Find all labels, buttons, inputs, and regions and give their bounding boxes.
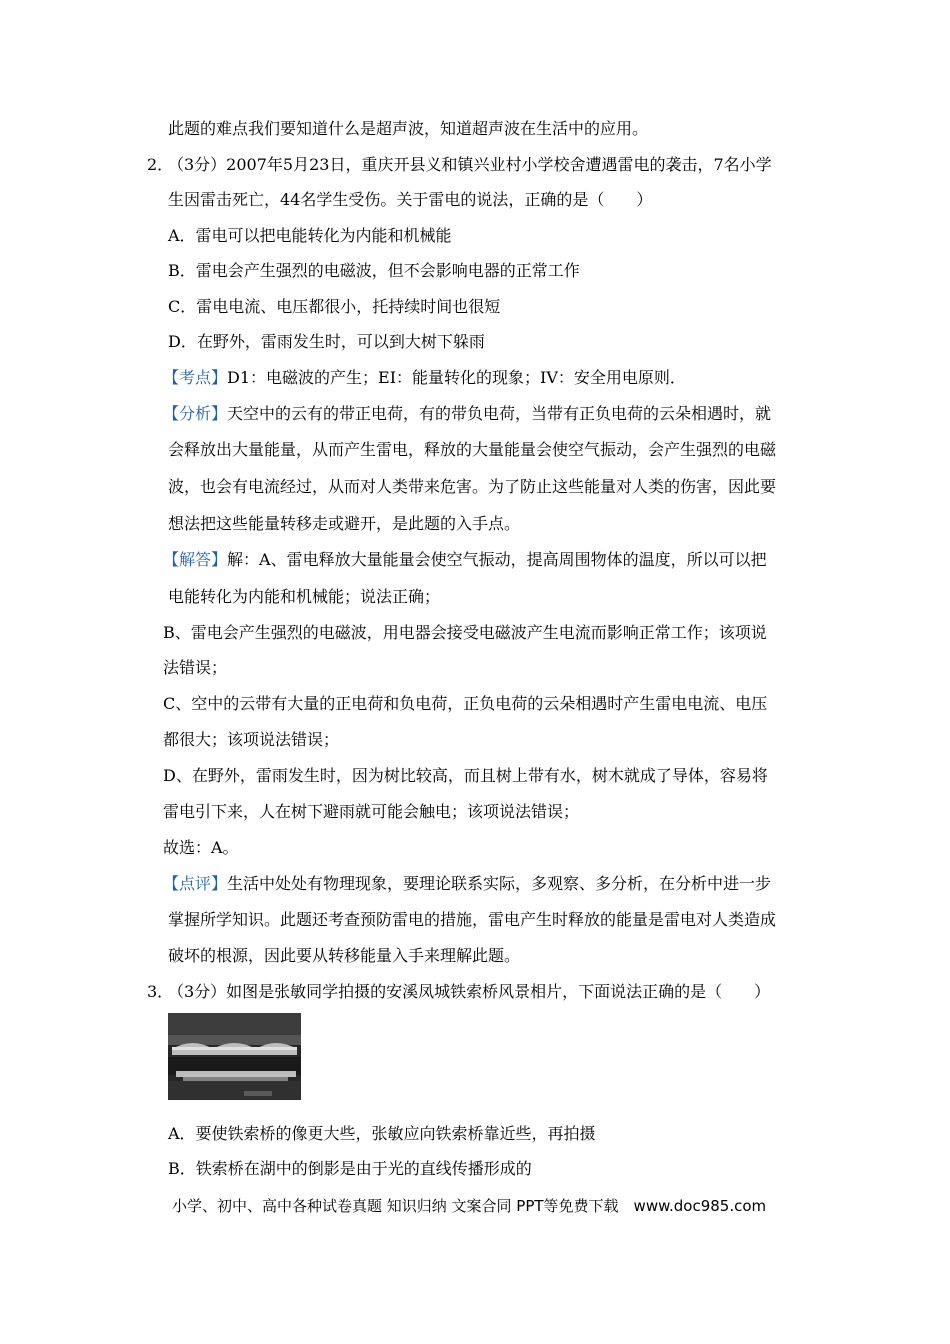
- page-footer: 小学、初中、高中各种试卷真题 知识归纳 文案合同 PPT等免费下载 www.doc985.com: [172, 1197, 767, 1215]
- solution-line-6: 都很大；该项说法错误；: [163, 730, 340, 749]
- solution-line-3: B、雷电会产生强烈的电磁波，用电器会接受电磁波产生电流而影响正常工作；该项说: [163, 623, 767, 642]
- question-3-stem: （3分）如图是张敏同学拍摄的安溪凤城铁索桥风景相片，下面说法正确的是（ ）: [168, 982, 771, 1001]
- solution-line-7: D、在野外，雷雨发生时，因为树比较高，而且树上带有水，树木就成了导体，容易将: [163, 766, 768, 785]
- bridge-photo-illustration: [168, 1013, 301, 1100]
- comment-line-3: 破坏的根源，因此要从转移能量入手来理解此题。: [168, 946, 521, 965]
- question-2-option-a: A．雷电可以把电能转化为内能和机械能: [168, 226, 452, 245]
- solution-line-4: 法错误；: [163, 658, 228, 677]
- question-3-option-b: B．铁索桥在湖中的倒影是由于光的直线传播形成的: [168, 1159, 532, 1178]
- analysis-text-1: 天空中的云有的带正电荷，有的带负电荷，当带有正负电荷的云朵相遇时，就: [227, 404, 772, 423]
- solution-line-2: 电能转化为内能和机械能；说法正确；: [168, 587, 441, 606]
- question-2-option-b: B．雷电会产生强烈的电磁波，但不会影响电器的正常工作: [168, 261, 580, 280]
- solution-line-9: 故选：A。: [163, 838, 239, 857]
- analysis-line-4: 想法把这些能量转移走或避开，是此题的入手点。: [168, 514, 521, 533]
- knowledge-point-tag: 【考点】: [163, 368, 228, 387]
- question-3-option-a: A．要使铁索桥的像更大些，张敏应向铁索桥靠近些，再拍摄: [168, 1124, 596, 1143]
- analysis-line-2: 会释放出大量能量，从而产生雷电，释放的大量能量会使空气振动，会产生强烈的电磁: [168, 440, 777, 459]
- comment-text-1: 生活中处处有物理现象，要理论联系实际，多观察、多分析，在分析中进一步: [227, 874, 772, 893]
- solution-tag: 【解答】: [163, 550, 228, 569]
- question-2-stem-line-1: （3分）2007年5月23日，重庆开县义和镇兴业村小学校舍遭遇雷电的袭击，7名小学: [168, 155, 772, 174]
- question-2-number: 2．: [147, 155, 174, 174]
- analysis-line-1: [163, 404, 771, 424]
- analysis-line-3: 波，也会有电流经过，从而对人类带来危害。为了防止这些能量对人类的伤害，因此要: [168, 477, 777, 496]
- question-2-stem-line-2: 生因雷击死亡，44名学生受伤。关于雷电的说法，正确的是（ ）: [168, 190, 653, 209]
- question-2-option-c: C．雷电电流、电压都很小，托持续时间也很短: [168, 297, 501, 316]
- solution-line-5: C、空中的云带有大量的正电荷和负电荷，正负电荷的云朵相遇时产生雷电电流、电压: [163, 694, 768, 713]
- comment-line-1: [163, 874, 771, 894]
- comment-tag: 【点评】: [163, 874, 228, 893]
- question-3-number: 3．: [147, 982, 174, 1001]
- solution-text-1: 解：A、雷电释放大量能量会使空气振动，提高周围物体的温度，所以可以把: [227, 550, 767, 569]
- knowledge-point-text: D1：电磁波的产生；EI：能量转化的现象；IV：安全用电原则．: [227, 368, 686, 387]
- knowledge-point-line: [163, 368, 686, 388]
- question-2-option-d: D．在野外，雷雨发生时，可以到大树下躲雨: [168, 332, 485, 351]
- solution-line-8: 雷电引下来，人在树下避雨就可能会触电；该项说法错误；: [163, 802, 580, 821]
- bridge-photo: [168, 1013, 301, 1100]
- solution-line-1: [163, 550, 767, 570]
- analysis-tag: 【分析】: [163, 404, 228, 423]
- previous-answer-tail: 此题的难点我们要知道什么是超声波，知道超声波在生活中的应用。: [168, 119, 649, 138]
- comment-line-2: 掌握所学知识。此题还考查预防雷电的措施，雷电产生时释放的能量是雷电对人类造成: [168, 910, 777, 929]
